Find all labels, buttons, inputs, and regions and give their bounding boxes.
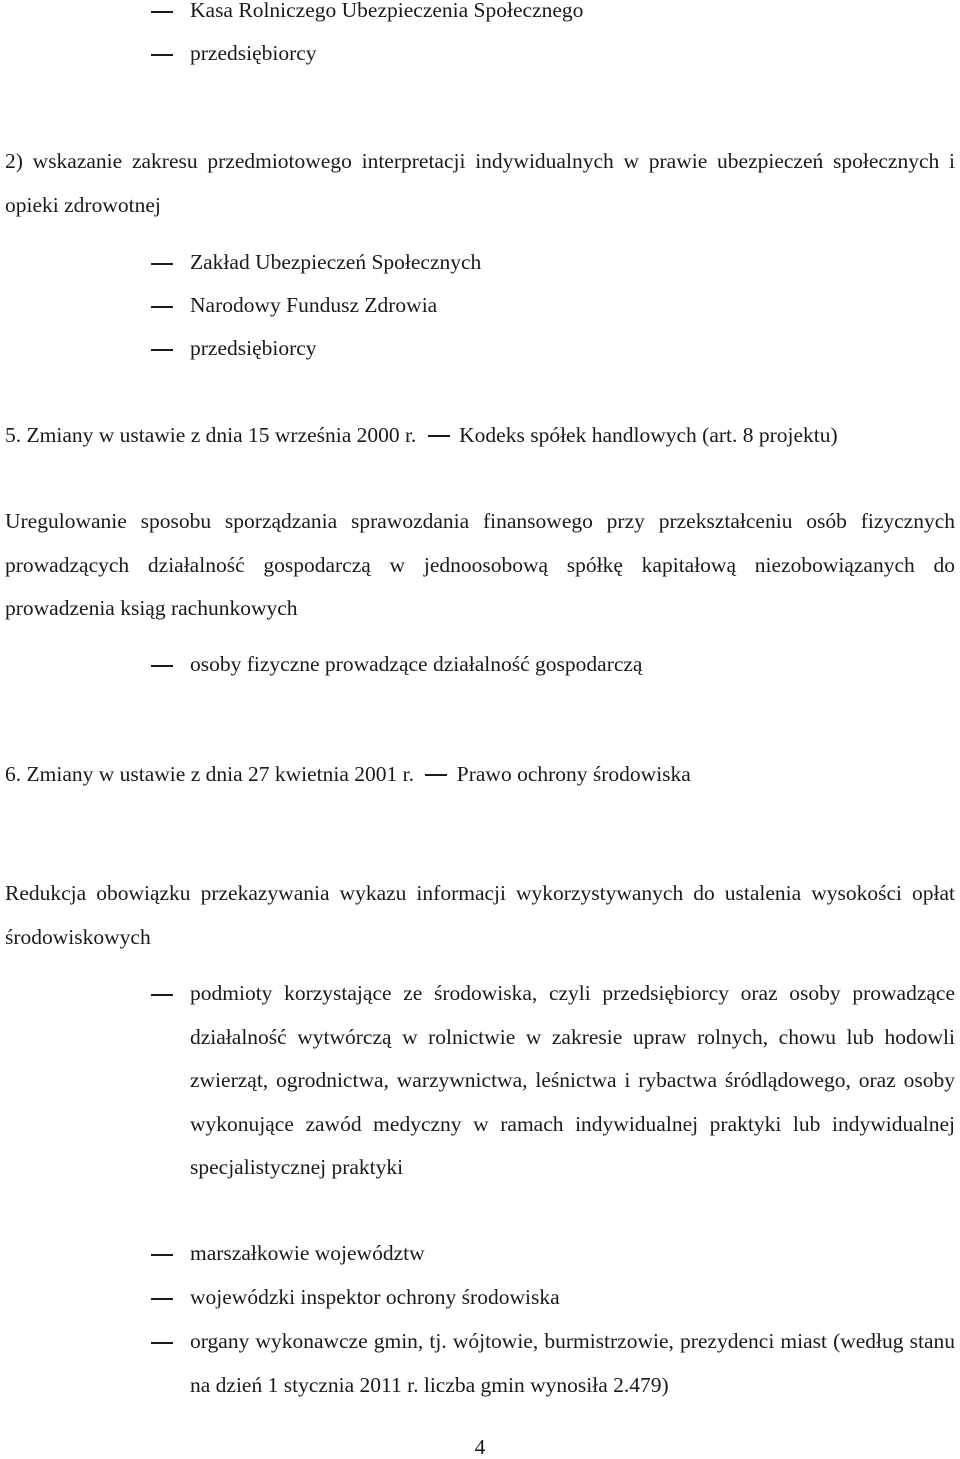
dash-bullet xyxy=(151,306,173,308)
paragraph-item-2: 2) wskazanie zakresu przedmiotowego interpretacji indywidualnych w prawie ubezpieczeń społecznych i opieki zdrowotnej xyxy=(5,149,955,217)
list-item-text: podmioty korzystające ze środowiska, czyli przedsiębiorcy oraz osoby prowadzące działalność wytwórczą w rolnictwie w zakresie upraw rolnych, chowu lub hodowli zwierząt, ogrodnictwa, warzywnictwa, leśnictwa i rybactwa śródlądowego, oraz osoby wykonujące zawód medyczny w ramach indywidualnej praktyki lub indywidualnej specjalistycznej praktyki xyxy=(190,981,955,1179)
dash-separator xyxy=(425,774,447,776)
section-body: Uregulowanie sposobu sporządzania sprawozdania finansowego przy przekształceniu osób fizycznych prowadzących działalność gospodarczą w jednoosobową spółkę kapitałową niezobowiązanych do prowadzenia ksiąg rachunkowych xyxy=(5,509,955,620)
dash-separator xyxy=(428,435,450,437)
list-item-text: wojewódzki inspektor ochrony środowiska xyxy=(190,1285,560,1309)
dash-bullet xyxy=(151,1342,173,1344)
list-item-text: marszałkowie województw xyxy=(190,1241,425,1265)
list-item-text: przedsiębiorcy xyxy=(190,336,317,360)
dash-bullet xyxy=(151,1298,173,1300)
dash-bullet xyxy=(151,11,173,13)
list-item-text: organy wykonawcze gmin, tj. wójtowie, burmistrzowie, prezydenci miast (według stanu na dzień 1 stycznia 2011 r. liczba gmin wynosiła 2.479) xyxy=(190,1329,955,1397)
heading-right: Prawo ochrony środowiska xyxy=(456,762,691,786)
dash-bullet xyxy=(151,263,173,265)
list-item-text: przedsiębiorcy xyxy=(190,41,317,65)
heading-right: Kodeks spółek handlowych (art. 8 projektu) xyxy=(459,423,838,447)
page-number: 4 xyxy=(474,1435,486,1459)
dash-bullet xyxy=(151,349,173,351)
list-item-text: Narodowy Fundusz Zdrowia xyxy=(190,293,438,317)
list-item-text: Kasa Rolniczego Ubezpieczenia Społecznego xyxy=(190,0,584,22)
list-item-text: Zakład Ubezpieczeń Społecznych xyxy=(190,250,482,274)
dash-bullet xyxy=(151,1254,173,1256)
dash-bullet xyxy=(151,994,173,996)
list-item-text: osoby fizyczne prowadzące działalność gospodarczą xyxy=(190,652,643,676)
heading-left: 6. Zmiany w ustawie z dnia 27 kwietnia 2001 r. xyxy=(5,762,415,786)
dash-bullet xyxy=(151,54,173,56)
heading-left: 5. Zmiany w ustawie z dnia 15 września 2000 r. xyxy=(5,423,417,447)
section-heading xyxy=(5,424,955,446)
section-body: Redukcja obowiązku przekazywania wykazu informacji wykorzystywanych do ustalenia wysokości opłat środowiskowych xyxy=(5,881,955,949)
section-heading xyxy=(5,763,955,785)
dash-bullet xyxy=(151,665,173,667)
